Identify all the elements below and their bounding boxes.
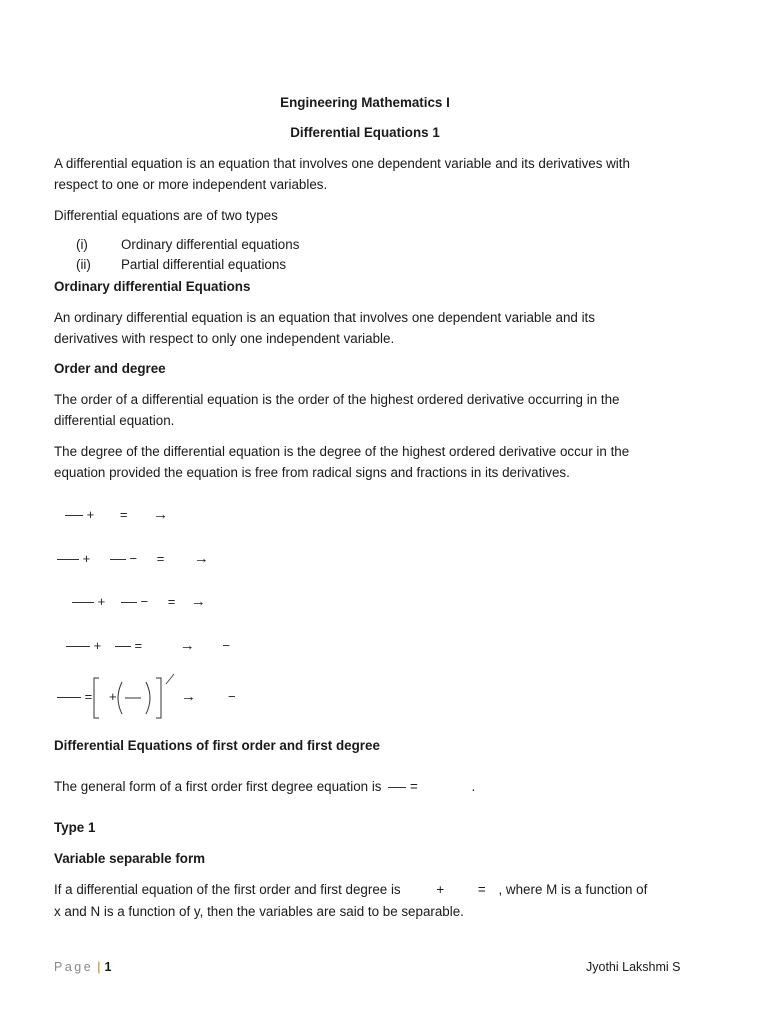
arrow-icon: → xyxy=(193,550,209,567)
degree-line-1: The degree of the differential equation is the degree of the highest ordered derivative occur in the xyxy=(54,444,630,459)
equals-sign: = xyxy=(477,882,486,897)
plus-sign: + xyxy=(436,882,445,897)
period: . xyxy=(471,779,476,794)
list-item-number: (i) xyxy=(76,237,88,252)
fraction-bar xyxy=(388,787,406,788)
fraction-bar xyxy=(57,559,79,560)
arrow-icon: → xyxy=(153,506,169,523)
general-form-line xyxy=(54,777,475,798)
ode-line-2: derivatives with respect to only one independent variable. xyxy=(54,331,395,346)
equals-sign: = xyxy=(167,594,176,609)
arrow-icon: → xyxy=(179,637,195,654)
plus-sign: + xyxy=(109,689,117,704)
plus-sign: + xyxy=(97,594,106,609)
fraction-bar xyxy=(66,646,90,647)
equation-4 xyxy=(66,637,230,654)
minus-sign: − xyxy=(228,689,236,704)
equation-2 xyxy=(57,550,209,567)
degree-line-2: equation provided the equation is free from radical signs and fractions in its derivatives. xyxy=(54,465,570,480)
minus-sign: − xyxy=(140,594,149,609)
equation-1 xyxy=(65,506,168,523)
vs-line-2: x and N is a function of y, then the variables are said to be separable. xyxy=(54,904,464,919)
list-item: Ordinary differential equations xyxy=(121,237,300,252)
ode-line-1: An ordinary differential equation is an equation that involves one dependent variable and its xyxy=(54,310,595,325)
footer-author: Jyothi Lakshmi S xyxy=(586,960,681,974)
types-intro: Differential equations are of two types xyxy=(54,208,278,223)
equation-5-lhs xyxy=(57,689,92,704)
intro-line-1: A differential equation is an equation that involves one dependent variable and its derivatives with xyxy=(54,156,630,171)
doc-title: Engineering Mathematics I xyxy=(280,95,450,110)
equation-3 xyxy=(72,593,206,610)
fraction-bar xyxy=(57,697,81,698)
intro-line-2: respect to one or more independent variables. xyxy=(54,177,328,192)
minus-sign: − xyxy=(129,551,138,566)
fraction-bar xyxy=(115,646,131,647)
page-footer-number xyxy=(54,960,111,974)
page-label: Page xyxy=(54,960,94,974)
fraction-bar xyxy=(65,515,83,516)
ode-heading: Ordinary differential Equations xyxy=(54,279,251,294)
type1-heading: Type 1 xyxy=(54,820,96,835)
doc-subtitle: Differential Equations 1 xyxy=(290,125,440,140)
order-line-1: The order of a differential equation is the order of the highest ordered derivative occurring in the xyxy=(54,392,620,407)
variable-separable-heading: Variable separable form xyxy=(54,851,206,866)
equals-sign: = xyxy=(134,638,143,653)
order-line-2: differential equation. xyxy=(54,413,175,428)
page-number: 1 xyxy=(104,960,112,974)
equals-sign: = xyxy=(156,551,165,566)
equals-sign: = xyxy=(409,779,418,794)
list-item-number: (ii) xyxy=(76,257,91,272)
plus-sign: + xyxy=(82,551,91,566)
fraction-bar xyxy=(110,559,126,560)
fraction-bar xyxy=(72,602,94,603)
equals-sign: = xyxy=(119,507,128,522)
arrow-icon: → xyxy=(181,688,196,705)
equals-sign: = xyxy=(84,689,93,704)
plus-sign: + xyxy=(93,638,102,653)
plus-sign: + xyxy=(86,507,95,522)
vs-line-1-text: If a differential equation of the first order and first degree is xyxy=(54,882,401,897)
list-item: Partial differential equations xyxy=(121,257,287,272)
bracket-expression xyxy=(90,672,180,722)
vs-line-1-tail: , where M is a function of xyxy=(498,882,648,897)
order-heading: Order and degree xyxy=(54,361,166,376)
general-form-text: The general form of a first order first degree equation is xyxy=(54,779,382,794)
footer-separator: | xyxy=(97,960,101,974)
fraction-bar xyxy=(121,602,137,603)
arrow-icon: → xyxy=(190,593,206,610)
first-order-heading: Differential Equations of first order and first degree xyxy=(54,738,380,753)
minus-sign: − xyxy=(222,638,230,653)
vs-line-1 xyxy=(54,880,647,901)
